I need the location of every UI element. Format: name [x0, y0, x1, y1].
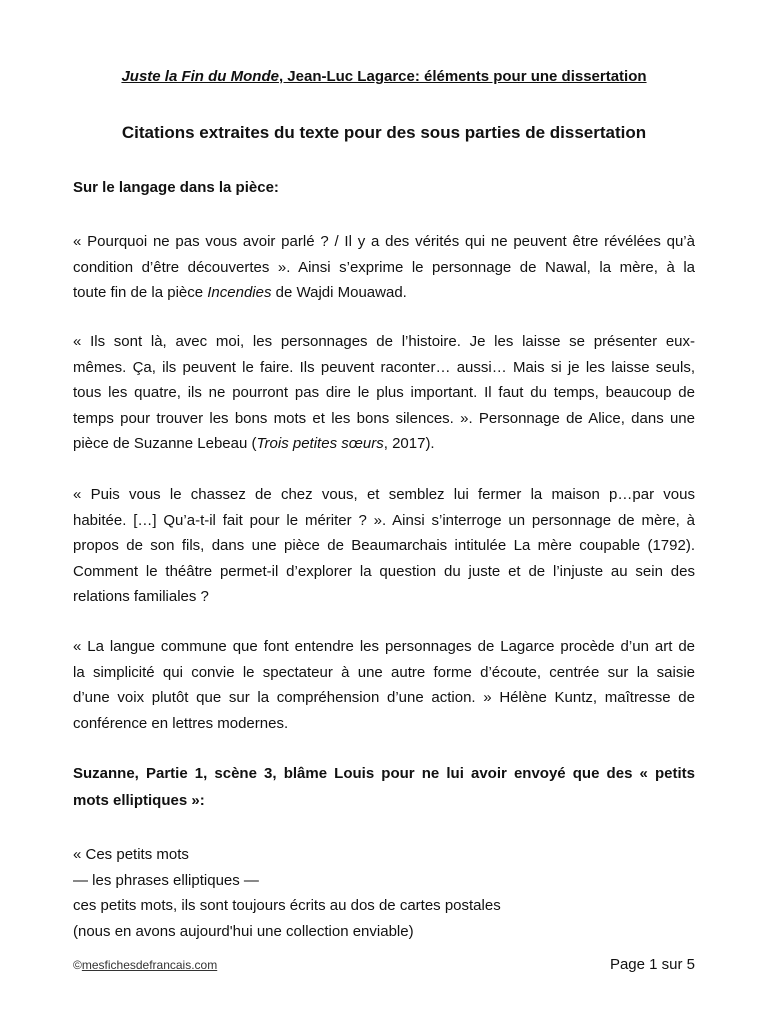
- copyright-symbol: ©: [73, 958, 82, 972]
- section-heading-suzanne: [73, 760, 695, 814]
- text-run: de Wajdi Mouawad.: [271, 284, 407, 301]
- paragraph-line: propos de son fils, dans une pièce de Beaumarchais intitulée La mère coupable (1792).: [73, 537, 695, 554]
- site-link-text[interactable]: mesfichesdefrancais.com: [81, 958, 218, 972]
- paragraph-line: la simplicité qui convie le spectateur à une autre forme d’écoute, centrée sur la saisie: [73, 663, 695, 681]
- paragraph-line: mêmes. Ça, ils peuvent le faire. Ils peuvent raconter… aussi… Mais si je les laisse seuls,: [73, 358, 695, 376]
- paragraph-line: « Puis vous le chassez de chez vous, et semblez lui fermer la maison p…par vous: [73, 486, 695, 503]
- paragraph-line: « La langue commune que font entendre les personnages de Lagarce procède d’un art de: [73, 638, 695, 655]
- text-run: , 2017).: [383, 435, 435, 452]
- verse-line: « Ces petits mots: [73, 846, 189, 863]
- paragraph-line: d’une voix plutôt que sur la compréhension d’une action. » Hélène Kuntz, maîtresse de: [73, 689, 695, 706]
- play-title: Juste la Fin du Monde: [121, 68, 279, 85]
- header-title-rest: , Jean-Luc Lagarce: éléments pour une dissertation: [278, 68, 647, 85]
- paragraph-line: temps pour trouver les bons mots et les bons silences. ». Personnage de Alice, dans une: [73, 409, 695, 427]
- quote-paragraph-alice: [73, 329, 695, 457]
- heading-line: Suzanne, Partie 1, scène 3, blâme Louis pour ne lui avoir envoyé que des « petits: [73, 765, 695, 782]
- text-run: toute fin de la pièce: [73, 284, 208, 301]
- verse-quote: [73, 842, 501, 944]
- quote-paragraph-nawal: [73, 229, 695, 306]
- paragraph-line: conférence en lettres modernes.: [73, 714, 289, 732]
- document-header-title: [73, 68, 695, 85]
- heading-line: mots elliptiques »:: [73, 792, 205, 809]
- verse-line: — les phrases elliptiques —: [73, 871, 259, 889]
- work-title: Trois petites sœurs: [256, 435, 384, 452]
- work-title: Incendies: [207, 284, 272, 301]
- section-heading-langage: Sur le langage dans la pièce:: [73, 179, 279, 196]
- paragraph-line: [73, 280, 695, 306]
- paragraph-line: tous les quatre, ils ne pourront pas dire le plus important. Il faut du temps, beaucoup de: [73, 384, 695, 401]
- paragraph-line: « Ils sont là, avec moi, les personnages de l’histoire. Je les laisse se présenter eux-: [73, 333, 695, 350]
- footer-site-link[interactable]: [73, 958, 217, 972]
- verse-line: ces petits mots, ils sont toujours écrits au dos de cartes postales: [73, 897, 501, 914]
- paragraph-line: habitée. […] Qu’a-t-il fait pour le mériter ? ». Ainsi s’interroge un personnage de mère, à: [73, 511, 695, 529]
- text-run: pièce de Suzanne Lebeau (: [73, 435, 257, 452]
- paragraph-line: relations familiales ?: [73, 588, 209, 605]
- paragraph-line: « Pourquoi ne pas vous avoir parlé ? / Il y a des vérités qui ne peuvent être révélées qu’à: [73, 233, 695, 250]
- paragraph-line: condition d’être découvertes ». Ainsi s’exprime le personnage de Nawal, la mère, à la: [73, 258, 695, 276]
- quote-paragraph-beaumarchais: [73, 482, 695, 610]
- document-page: [73, 0, 695, 1024]
- paragraph-line: Comment le théâtre permet-il d’explorer la question du juste et de l’injuste au sein des: [73, 562, 695, 580]
- page-title: Citations extraites du texte pour des sous parties de dissertation: [121, 123, 647, 142]
- quote-paragraph-kuntz: [73, 634, 695, 736]
- page-number: Page 1 sur 5: [609, 956, 695, 973]
- paragraph-line: [73, 431, 695, 457]
- verse-line: (nous en avons aujourd'hui une collection enviable): [73, 922, 414, 940]
